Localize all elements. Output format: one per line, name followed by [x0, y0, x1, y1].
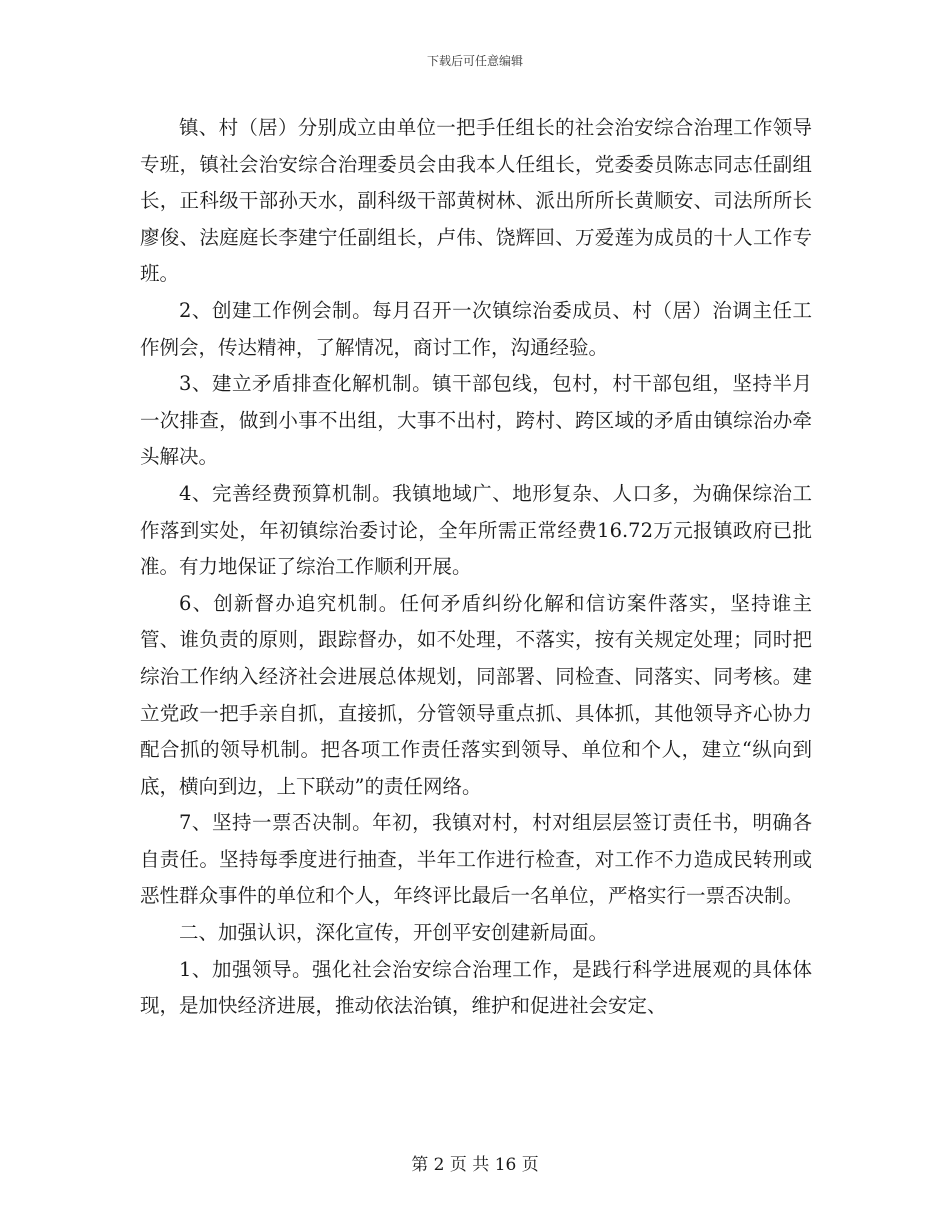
page-header: 下载后可任意编辑 — [426, 54, 523, 68]
paragraph-item-3: 3、建立矛盾排查化解机制。镇干部包线，包村，村干部包组，坚持半月一次排查，做到小事不出组，大事不出村，跨村、跨区域的矛盾由镇综治办牵头解决。 — [140, 372, 812, 469]
paragraph-item-2: 2、创建工作例会制。每月召开一次镇综治委成员、村（居）治调主任工作例会，传达精神，了解情况，商讨工作，沟通经验。 — [140, 298, 812, 359]
paragraph-item-7: 7、坚持一票否决制。年初，我镇对村，村对组层层签订责任书，明确各自责任。坚持每季度进行抽查，半年工作进行检查，对工作不力造成民转刑或恶性群众事件的单位和个人，年终评比最后一名单位，严格实行一票否决制。 — [140, 811, 812, 908]
page-number: 第 2 页 共 16 页 — [411, 1155, 539, 1175]
document-body — [140, 110, 812, 1025]
section-heading: 二、加强认识，深化宣传，开创平安创建新局面。 — [179, 921, 609, 945]
paragraph-intro: 镇、村（居）分别成立由单位一把手任组长的社会治安综合治理工作领导专班，镇社会治安综合治理委员会由我本人任组长，党委委员陈志同志任副组长，正科级干部孙天水，副科级干部黄树林、派出所所长黄顺安、司法所所长廖俊、法庭庭长李建宁任副组长，卢伟、饶辉回、万爱莲为成员的十人工作专班。 — [140, 116, 812, 286]
paragraph-section-item-1: 1、加强领导。强化社会治安综合治理工作，是践行科学进展观的具体体现，是加快经济进展，推动依法治镇，维护和促进社会安定、 — [140, 957, 812, 1018]
paragraph-item-6: 6、创新督办追究机制。任何矛盾纠纷化解和信访案件落实，坚持谁主管、谁负责的原则，跟踪督办，如不处理，不落实，按有关规定处理；同时把综治工作纳入经济社会进展总体规划，同部署、同检查、同落实、同考核。建立党政一把手亲自抓，直接抓，分管领导重点抓、具体抓，其他领导齐心协力配合抓的领导机制。把各项工作责任落实到领导、单位和个人，建立“纵向到底，横向到边，上下联动”的责任网络。 — [140, 591, 812, 798]
paragraph-item-4: 4、完善经费预算机制。我镇地域广、地形复杂、人口多，为确保综治工作落到实处，年初镇综治委讨论，全年所需正常经费16.72万元报镇政府已批准。有力地保证了综治工作顺利开展。 — [140, 481, 812, 579]
